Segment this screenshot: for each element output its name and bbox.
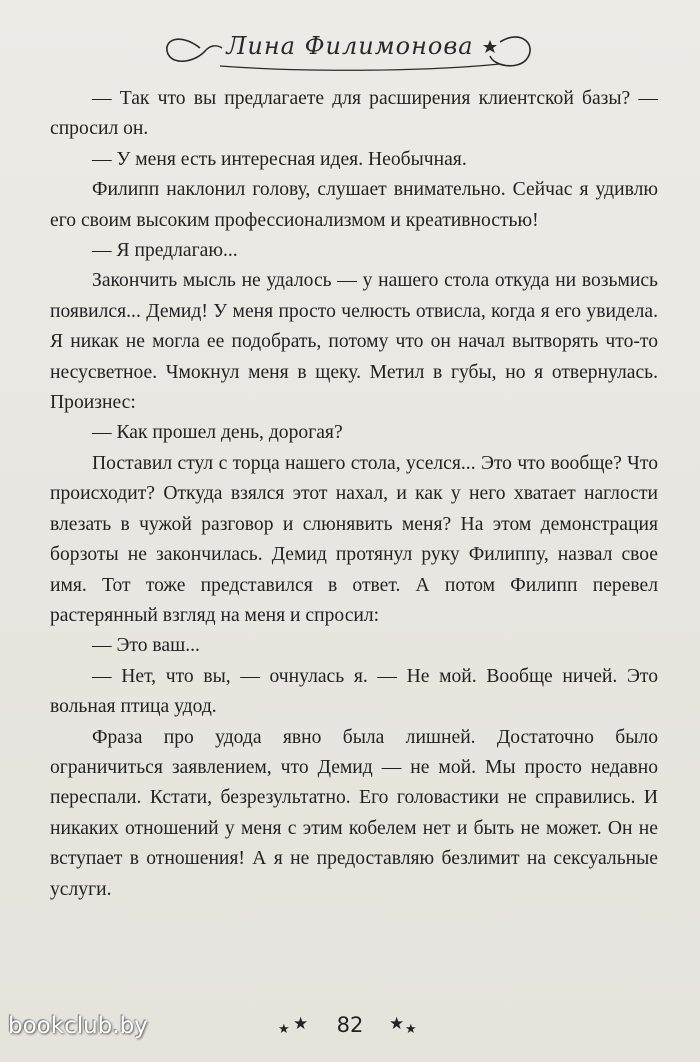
paragraph: Фраза про удода явно была лишней. Достаточно было ограничиться заявлением, что Демид — не мой. Мы просто недавно переспали. Кстати, безрезультатно. Его головастики не справились. И никаких отношений у меня с этим кобелем нет и быть не может. Он не вступает в отношения! А я не предоставляю безлимит на сексуальные услуги. bbox=[50, 726, 658, 900]
running-header bbox=[160, 22, 540, 74]
paragraph: Филипп наклонил голову, слушает внимательно. Сейчас я удивлю его своим высоким профессионализмом и креативностью! bbox=[50, 179, 658, 231]
swirl-right-icon bbox=[490, 37, 530, 66]
paragraph: Поставил стул с торца нашего стола, уселся... Это что вообще? Что происходит? Откуда взялся этот нахал, и как у него хватает наглости влезать в чужой разговор и слюнявить меня? На этом демонстрация борзоты не закончилась. Демид протянул руку Филиппу, назвал свое имя. Тот тоже представился в ответ. А потом Филипп перевел растерянный взгляд на меня и спросил: bbox=[50, 452, 658, 626]
underline-flourish bbox=[220, 64, 500, 70]
star-icon: ★ bbox=[278, 1022, 290, 1037]
star-icon bbox=[483, 40, 497, 53]
paragraph: — Я предлагаю... bbox=[92, 240, 238, 262]
star-icon: ★ bbox=[389, 1014, 405, 1034]
author-name: Лина Филимонова bbox=[226, 32, 474, 60]
body-text bbox=[50, 84, 658, 905]
paragraph: — У меня есть интересная идея. Необычная. bbox=[92, 148, 467, 170]
swirl-icon bbox=[167, 39, 206, 61]
page-number: 82 bbox=[336, 1013, 364, 1037]
star-icon: ★ bbox=[405, 1022, 417, 1037]
paragraph: — Это ваш... bbox=[92, 635, 200, 657]
paragraph: — Так что вы предлагаете для расширения клиентской базы? — спросил он. bbox=[50, 88, 658, 140]
star-icon: ★ bbox=[293, 1014, 309, 1034]
paragraph: — Нет, что вы, — очнулась я. — Не мой. Вообще ничей. Это вольная птица удод. bbox=[50, 665, 658, 718]
watermark: bookclub.by bbox=[8, 1013, 148, 1039]
paragraph: Закончить мысль не удалось — у нашего стола откуда ни возьмись появился... Демид! У меня просто челюсть отвисла, когда я его увидела. Я никак не могла ее подобрать, потому что он начал вытворять что-то несусветное. Чмокнул меня в щеку. Метил в губы, но я отвернулась. Произнес: bbox=[50, 270, 658, 414]
paragraph: — Как прошел день, дорогая? bbox=[92, 422, 343, 444]
